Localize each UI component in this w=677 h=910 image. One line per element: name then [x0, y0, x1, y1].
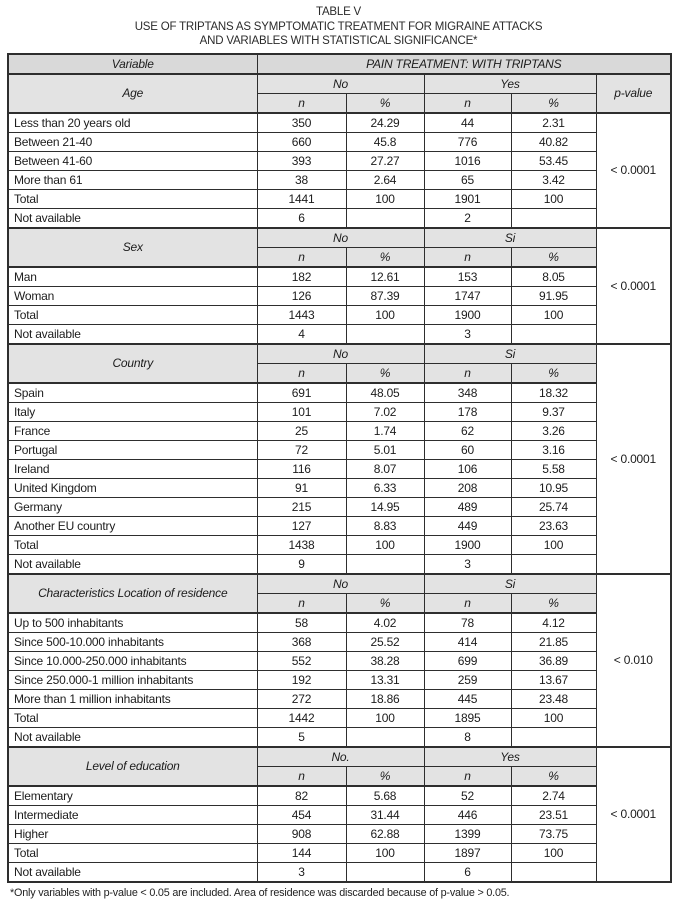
cell-no-n: 91: [257, 478, 346, 497]
cell-yes-pct: 18.32: [511, 383, 596, 403]
section-variable-level-of-education: Level of education: [8, 747, 257, 786]
data-row-country-4: [8, 459, 671, 478]
section-level-of-education-pvalue: < 0.0001: [596, 747, 671, 882]
cell-no-n: 4: [257, 324, 346, 344]
cell-yes-n: 106: [424, 459, 511, 478]
cell-yes-pct: [511, 862, 596, 882]
data-row-sex-3: [8, 324, 671, 344]
data-row-level-of-education-3: [8, 843, 671, 862]
data-row-characteristics-location-of-residence-3: [8, 670, 671, 689]
cell-no-n: 82: [257, 786, 346, 806]
cell-yes-pct: 5.58: [511, 459, 596, 478]
cell-no-n: 1441: [257, 189, 346, 208]
row-label: Up to 500 inhabitants: [8, 613, 257, 633]
cell-no-n: 908: [257, 824, 346, 843]
section-level-of-education-no-header: No.: [257, 747, 424, 767]
section-country-no-n-header: n: [257, 363, 346, 383]
cell-no-n: 1438: [257, 535, 346, 554]
section-characteristics-location-of-residence-pvalue: < 0.010: [596, 574, 671, 747]
variable-column-header: Variable: [8, 54, 257, 74]
pvalue-column-header: p-value: [596, 74, 671, 113]
data-row-age-1: [8, 132, 671, 151]
cell-no-pct: 5.68: [346, 786, 424, 806]
cell-yes-n: 153: [424, 267, 511, 287]
section-country-no-pct-header: %: [346, 363, 424, 383]
row-label: More than 61: [8, 170, 257, 189]
cell-yes-n: 1900: [424, 305, 511, 324]
table-title-line-1: USE OF TRIPTANS AS SYMPTOMATIC TREATMENT FOR MIGRAINE ATTACKS: [134, 20, 543, 33]
cell-yes-n: 776: [424, 132, 511, 151]
cell-yes-n: 1900: [424, 535, 511, 554]
section-age-no-pct-header: %: [346, 93, 424, 113]
cell-yes-n: 449: [424, 516, 511, 535]
section-sex-yes-header: Si: [424, 228, 596, 248]
row-label: Not available: [8, 554, 257, 574]
cell-yes-pct: [511, 727, 596, 747]
row-label: Since 500-10.000 inhabitants: [8, 632, 257, 651]
table-title-line-2: AND VARIABLES WITH STATISTICAL SIGNIFICANCE*: [199, 35, 478, 47]
section-characteristics-location-of-residence-no-pct-header: %: [346, 593, 424, 613]
cell-yes-pct: [511, 554, 596, 574]
cell-yes-pct: 8.05: [511, 267, 596, 287]
table-title-block: [0, 0, 677, 49]
section-country-no-header: No: [257, 344, 424, 364]
section-country-yes-header: Si: [424, 344, 596, 364]
triptans-table: [7, 53, 672, 883]
section-country-yes-pct-header: %: [511, 363, 596, 383]
cell-yes-n: 1895: [424, 708, 511, 727]
data-row-characteristics-location-of-residence-0: [8, 613, 671, 633]
row-label: Germany: [8, 497, 257, 516]
section-header-row-sex: [8, 228, 671, 248]
data-row-sex-1: [8, 286, 671, 305]
data-row-sex-0: [8, 267, 671, 287]
data-row-country-9: [8, 554, 671, 574]
cell-yes-pct: 23.51: [511, 805, 596, 824]
cell-no-pct: 18.86: [346, 689, 424, 708]
row-label: France: [8, 421, 257, 440]
cell-yes-pct: 10.95: [511, 478, 596, 497]
data-row-characteristics-location-of-residence-4: [8, 689, 671, 708]
cell-no-pct: 8.07: [346, 459, 424, 478]
row-label: Between 41-60: [8, 151, 257, 170]
cell-yes-n: 1901: [424, 189, 511, 208]
cell-yes-n: 62: [424, 421, 511, 440]
row-label: Spain: [8, 383, 257, 403]
cell-no-pct: 27.27: [346, 151, 424, 170]
treatment-column-header: PAIN TREATMENT: WITH TRIPTANS: [257, 54, 671, 74]
cell-yes-n: 1747: [424, 286, 511, 305]
row-label: Total: [8, 535, 257, 554]
cell-no-n: 552: [257, 651, 346, 670]
row-label: Less than 20 years old: [8, 113, 257, 133]
section-characteristics-location-of-residence-yes-pct-header: %: [511, 593, 596, 613]
data-row-level-of-education-4: [8, 862, 671, 882]
cell-no-n: 1442: [257, 708, 346, 727]
section-variable-sex: Sex: [8, 228, 257, 267]
cell-no-pct: 48.05: [346, 383, 424, 403]
cell-yes-pct: 4.12: [511, 613, 596, 633]
section-sex-no-n-header: n: [257, 247, 346, 267]
cell-yes-n: 78: [424, 613, 511, 633]
table-footnote: *Only variables with p-value < 0.05 are included. Area of residence was discarded because of p-value > 0.05.: [10, 886, 510, 899]
cell-no-pct: 100: [346, 305, 424, 324]
data-row-country-1: [8, 402, 671, 421]
section-characteristics-location-of-residence-no-header: No: [257, 574, 424, 594]
row-label: Not available: [8, 862, 257, 882]
section-sex-pvalue: < 0.0001: [596, 228, 671, 344]
data-row-country-3: [8, 440, 671, 459]
data-row-sex-2: [8, 305, 671, 324]
row-label: Total: [8, 843, 257, 862]
section-sex-yes-n-header: n: [424, 247, 511, 267]
section-age-no-header: No: [257, 74, 424, 94]
cell-yes-n: 699: [424, 651, 511, 670]
data-row-characteristics-location-of-residence-6: [8, 727, 671, 747]
section-level-of-education-yes-pct-header: %: [511, 766, 596, 786]
table-header-row: [8, 54, 671, 74]
cell-yes-pct: 100: [511, 189, 596, 208]
section-characteristics-location-of-residence-yes-n-header: n: [424, 593, 511, 613]
table-number: TABLE V: [315, 6, 362, 18]
cell-yes-pct: 100: [511, 305, 596, 324]
cell-no-pct: 2.64: [346, 170, 424, 189]
cell-yes-n: 3: [424, 554, 511, 574]
cell-yes-n: 6: [424, 862, 511, 882]
row-label: Portugal: [8, 440, 257, 459]
cell-no-n: 393: [257, 151, 346, 170]
section-country-yes-n-header: n: [424, 363, 511, 383]
section-level-of-education-no-pct-header: %: [346, 766, 424, 786]
data-row-country-5: [8, 478, 671, 497]
data-row-characteristics-location-of-residence-1: [8, 632, 671, 651]
data-row-country-6: [8, 497, 671, 516]
row-label: Elementary: [8, 786, 257, 806]
cell-yes-pct: 40.82: [511, 132, 596, 151]
cell-yes-n: 489: [424, 497, 511, 516]
data-row-country-7: [8, 516, 671, 535]
cell-yes-pct: 23.63: [511, 516, 596, 535]
section-variable-characteristics-location-of-residence: Characteristics Location of residence: [8, 574, 257, 613]
cell-no-n: 38: [257, 170, 346, 189]
cell-yes-pct: 2.31: [511, 113, 596, 133]
cell-no-pct: 31.44: [346, 805, 424, 824]
cell-no-pct: 45.8: [346, 132, 424, 151]
cell-yes-pct: 3.16: [511, 440, 596, 459]
data-row-age-4: [8, 189, 671, 208]
section-age-yes-header: Yes: [424, 74, 596, 94]
cell-no-n: 1443: [257, 305, 346, 324]
section-variable-age: Age: [8, 74, 257, 113]
cell-yes-pct: 100: [511, 843, 596, 862]
cell-yes-n: 8: [424, 727, 511, 747]
row-label: Italy: [8, 402, 257, 421]
cell-no-n: 127: [257, 516, 346, 535]
cell-no-pct: 25.52: [346, 632, 424, 651]
cell-no-n: 350: [257, 113, 346, 133]
data-row-age-5: [8, 208, 671, 228]
section-characteristics-location-of-residence-no-n-header: n: [257, 593, 346, 613]
cell-yes-n: 2: [424, 208, 511, 228]
row-label: Not available: [8, 324, 257, 344]
triptans-table-body: [8, 54, 671, 882]
cell-yes-n: 52: [424, 786, 511, 806]
section-level-of-education-no-n-header: n: [257, 766, 346, 786]
cell-yes-pct: 23.48: [511, 689, 596, 708]
cell-no-pct: [346, 208, 424, 228]
cell-yes-n: 44: [424, 113, 511, 133]
cell-yes-n: 3: [424, 324, 511, 344]
data-row-country-2: [8, 421, 671, 440]
cell-no-n: 126: [257, 286, 346, 305]
cell-yes-pct: 36.89: [511, 651, 596, 670]
section-header-row-age: [8, 74, 671, 94]
section-header-row-characteristics-location-of-residence: [8, 574, 671, 594]
data-row-country-0: [8, 383, 671, 403]
cell-no-pct: 100: [346, 843, 424, 862]
row-label: Man: [8, 267, 257, 287]
cell-no-n: 368: [257, 632, 346, 651]
row-label: More than 1 million inhabitants: [8, 689, 257, 708]
cell-yes-n: 1016: [424, 151, 511, 170]
cell-no-n: 9: [257, 554, 346, 574]
cell-no-pct: 5.01: [346, 440, 424, 459]
cell-yes-n: 65: [424, 170, 511, 189]
cell-no-pct: 100: [346, 189, 424, 208]
cell-yes-pct: 73.75: [511, 824, 596, 843]
section-header-row-level-of-education: [8, 747, 671, 767]
cell-no-pct: [346, 862, 424, 882]
data-row-characteristics-location-of-residence-2: [8, 651, 671, 670]
row-label: Higher: [8, 824, 257, 843]
section-level-of-education-yes-n-header: n: [424, 766, 511, 786]
cell-no-n: 215: [257, 497, 346, 516]
cell-yes-pct: 3.42: [511, 170, 596, 189]
cell-no-pct: [346, 554, 424, 574]
cell-no-n: 3: [257, 862, 346, 882]
cell-no-n: 192: [257, 670, 346, 689]
row-label: Total: [8, 305, 257, 324]
data-row-characteristics-location-of-residence-5: [8, 708, 671, 727]
cell-yes-pct: 2.74: [511, 786, 596, 806]
cell-no-pct: 62.88: [346, 824, 424, 843]
cell-yes-pct: 9.37: [511, 402, 596, 421]
cell-no-pct: 24.29: [346, 113, 424, 133]
cell-yes-pct: 91.95: [511, 286, 596, 305]
cell-yes-pct: 100: [511, 708, 596, 727]
section-age-pvalue: < 0.0001: [596, 113, 671, 228]
data-row-level-of-education-1: [8, 805, 671, 824]
cell-yes-n: 414: [424, 632, 511, 651]
row-label: Not available: [8, 727, 257, 747]
section-sex-no-header: No: [257, 228, 424, 248]
section-level-of-education-yes-header: Yes: [424, 747, 596, 767]
cell-no-pct: 13.31: [346, 670, 424, 689]
data-row-age-3: [8, 170, 671, 189]
cell-no-n: 272: [257, 689, 346, 708]
cell-no-pct: 100: [346, 708, 424, 727]
cell-no-n: 5: [257, 727, 346, 747]
section-variable-country: Country: [8, 344, 257, 383]
cell-no-n: 144: [257, 843, 346, 862]
section-characteristics-location-of-residence-yes-header: Si: [424, 574, 596, 594]
cell-yes-pct: 100: [511, 535, 596, 554]
cell-yes-n: 348: [424, 383, 511, 403]
row-label: Total: [8, 708, 257, 727]
row-label: Between 21-40: [8, 132, 257, 151]
cell-no-pct: 100: [346, 535, 424, 554]
cell-yes-pct: 53.45: [511, 151, 596, 170]
row-label: Since 250.000-1 million inhabitants: [8, 670, 257, 689]
cell-yes-pct: 13.67: [511, 670, 596, 689]
row-label: Intermediate: [8, 805, 257, 824]
row-label: Not available: [8, 208, 257, 228]
row-label: Woman: [8, 286, 257, 305]
cell-yes-n: 1897: [424, 843, 511, 862]
data-row-age-2: [8, 151, 671, 170]
cell-no-pct: [346, 324, 424, 344]
cell-yes-n: 1399: [424, 824, 511, 843]
cell-no-pct: 12.61: [346, 267, 424, 287]
cell-no-pct: 7.02: [346, 402, 424, 421]
cell-yes-n: 259: [424, 670, 511, 689]
cell-no-pct: [346, 727, 424, 747]
section-country-pvalue: < 0.0001: [596, 344, 671, 574]
section-header-row-country: [8, 344, 671, 364]
cell-no-n: 116: [257, 459, 346, 478]
data-row-country-8: [8, 535, 671, 554]
row-label: Ireland: [8, 459, 257, 478]
cell-yes-n: 178: [424, 402, 511, 421]
cell-no-n: 660: [257, 132, 346, 151]
cell-no-pct: 4.02: [346, 613, 424, 633]
cell-no-n: 182: [257, 267, 346, 287]
data-row-level-of-education-2: [8, 824, 671, 843]
cell-no-pct: 1.74: [346, 421, 424, 440]
row-label: Total: [8, 189, 257, 208]
cell-yes-pct: 21.85: [511, 632, 596, 651]
cell-yes-n: 446: [424, 805, 511, 824]
cell-no-pct: 87.39: [346, 286, 424, 305]
cell-yes-n: 60: [424, 440, 511, 459]
cell-no-n: 454: [257, 805, 346, 824]
section-age-yes-pct-header: %: [511, 93, 596, 113]
cell-no-n: 6: [257, 208, 346, 228]
section-sex-yes-pct-header: %: [511, 247, 596, 267]
cell-no-pct: 14.95: [346, 497, 424, 516]
cell-yes-pct: 25.74: [511, 497, 596, 516]
cell-yes-n: 208: [424, 478, 511, 497]
row-label: Since 10.000-250.000 inhabitants: [8, 651, 257, 670]
row-label: Another EU country: [8, 516, 257, 535]
cell-yes-pct: [511, 208, 596, 228]
cell-no-pct: 6.33: [346, 478, 424, 497]
cell-yes-pct: 3.26: [511, 421, 596, 440]
cell-yes-pct: [511, 324, 596, 344]
cell-no-pct: 38.28: [346, 651, 424, 670]
cell-no-n: 101: [257, 402, 346, 421]
cell-no-n: 58: [257, 613, 346, 633]
data-row-age-0: [8, 113, 671, 133]
cell-no-n: 25: [257, 421, 346, 440]
cell-no-n: 691: [257, 383, 346, 403]
section-sex-no-pct-header: %: [346, 247, 424, 267]
data-row-level-of-education-0: [8, 786, 671, 806]
cell-no-pct: 8.83: [346, 516, 424, 535]
cell-no-n: 72: [257, 440, 346, 459]
row-label: United Kingdom: [8, 478, 257, 497]
section-age-yes-n-header: n: [424, 93, 511, 113]
cell-yes-n: 445: [424, 689, 511, 708]
section-age-no-n-header: n: [257, 93, 346, 113]
